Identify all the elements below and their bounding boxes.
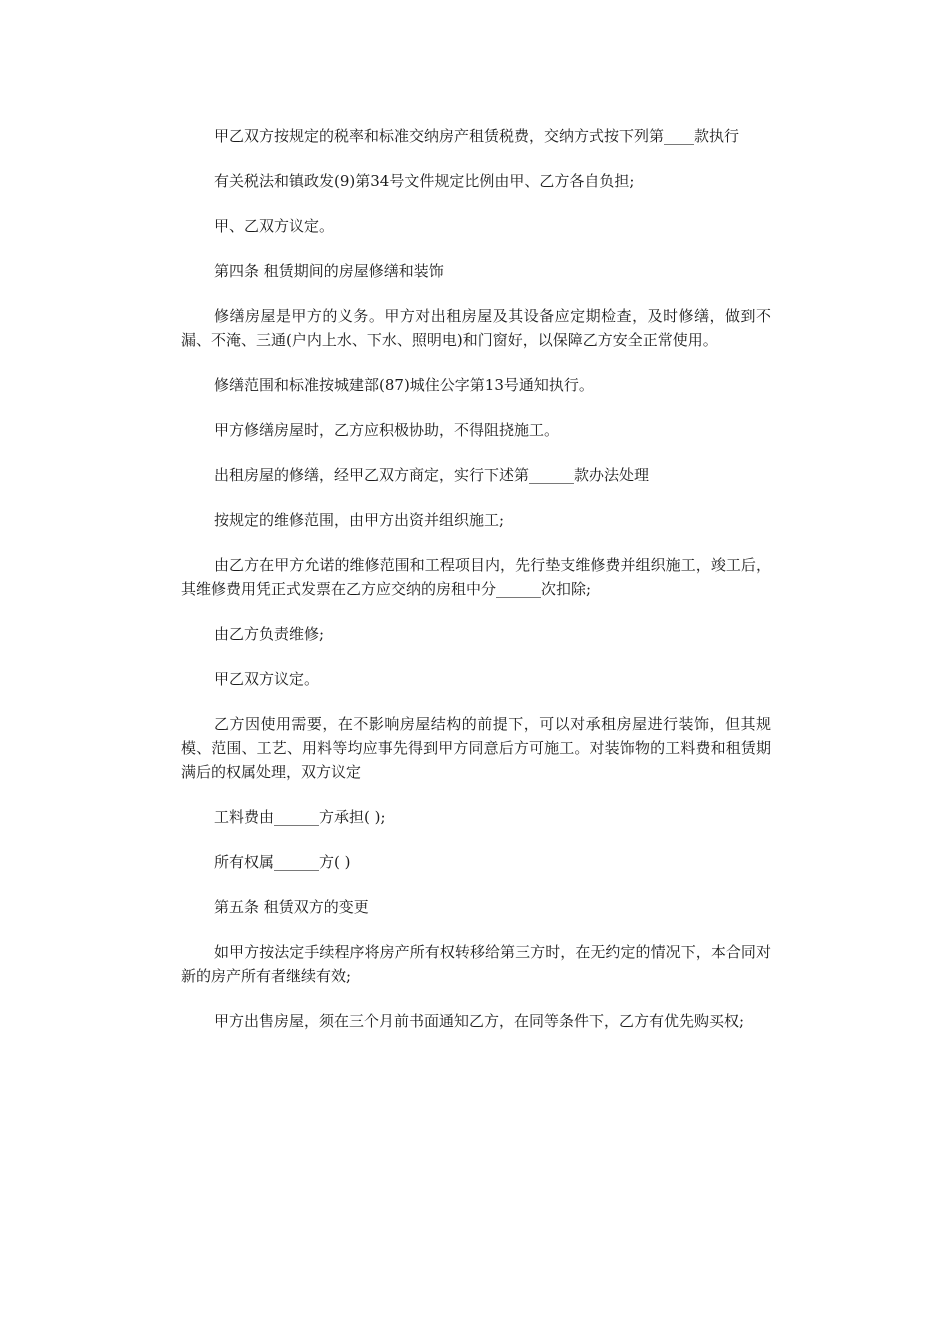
article-4-heading: 第四条 租赁期间的房屋修缮和装饰 <box>214 262 444 280</box>
paragraph-repair-scope: 修缮范围和标准按城建部(87)城住公字第13号通知执行。 <box>214 376 594 394</box>
paragraph-tax-law: 有关税法和镇政发(9)第34号文件规定比例由甲、乙方各自负担; <box>214 172 635 190</box>
paragraph-repair-method: 出租房屋的修缮，经甲乙双方商定，实行下述第______款办法处理 <box>214 466 650 484</box>
paragraph-agreed: 甲、乙双方议定。 <box>214 217 335 235</box>
paragraph-decoration: 乙方因使用需要，在不影响房屋结构的前提下，可以对承租房屋进行装饰，但其规模、范围、工艺、用料等均应事先得到甲方同意后方可施工。对装饰物的工料费和租赁期满后的权属处理，双方议定 <box>181 715 771 781</box>
paragraph-repair-option-2: 由乙方在甲方允诺的维修范围和工程项目内，先行垫支维修费并组织施工，竣工后，其维修费用凭正式发票在乙方应交纳的房租中分______次扣除; <box>181 556 771 598</box>
paragraph-ownership-transfer: 如甲方按法定手续程序将房产所有权转移给第三方时，在无约定的情况下，本合同对新的房产所有者继续有效; <box>181 943 771 985</box>
paragraph-ownership: 所有权属______方( ) <box>214 853 351 871</box>
paragraph-tax-payment: 甲乙双方按规定的税率和标准交纳房产租赁税费，交纳方式按下列第____款执行 <box>214 127 740 145</box>
paragraph-sale-notice: 甲方出售房屋，须在三个月前书面通知乙方，在同等条件下，乙方有优先购买权; <box>214 1012 745 1030</box>
paragraph-repair-cooperation: 甲方修缮房屋时，乙方应积极协助，不得阻挠施工。 <box>214 421 560 439</box>
article-5-heading: 第五条 租赁双方的变更 <box>214 898 369 916</box>
paragraph-repair-option-1: 按规定的维修范围，由甲方出资并组织施工; <box>214 511 505 529</box>
paragraph-material-cost: 工料费由______方承担( ); <box>214 808 386 826</box>
document-page <box>181 124 771 1054</box>
paragraph-repair-duty: 修缮房屋是甲方的义务。甲方对出租房屋及其设备应定期检查，及时修缮，做到不漏、不淹、三通(户内上水、下水、照明电)和门窗好，以保障乙方安全正常使用。 <box>181 307 771 349</box>
paragraph-repair-option-4: 甲乙双方议定。 <box>214 670 320 688</box>
paragraph-repair-option-3: 由乙方负责维修; <box>214 625 325 643</box>
